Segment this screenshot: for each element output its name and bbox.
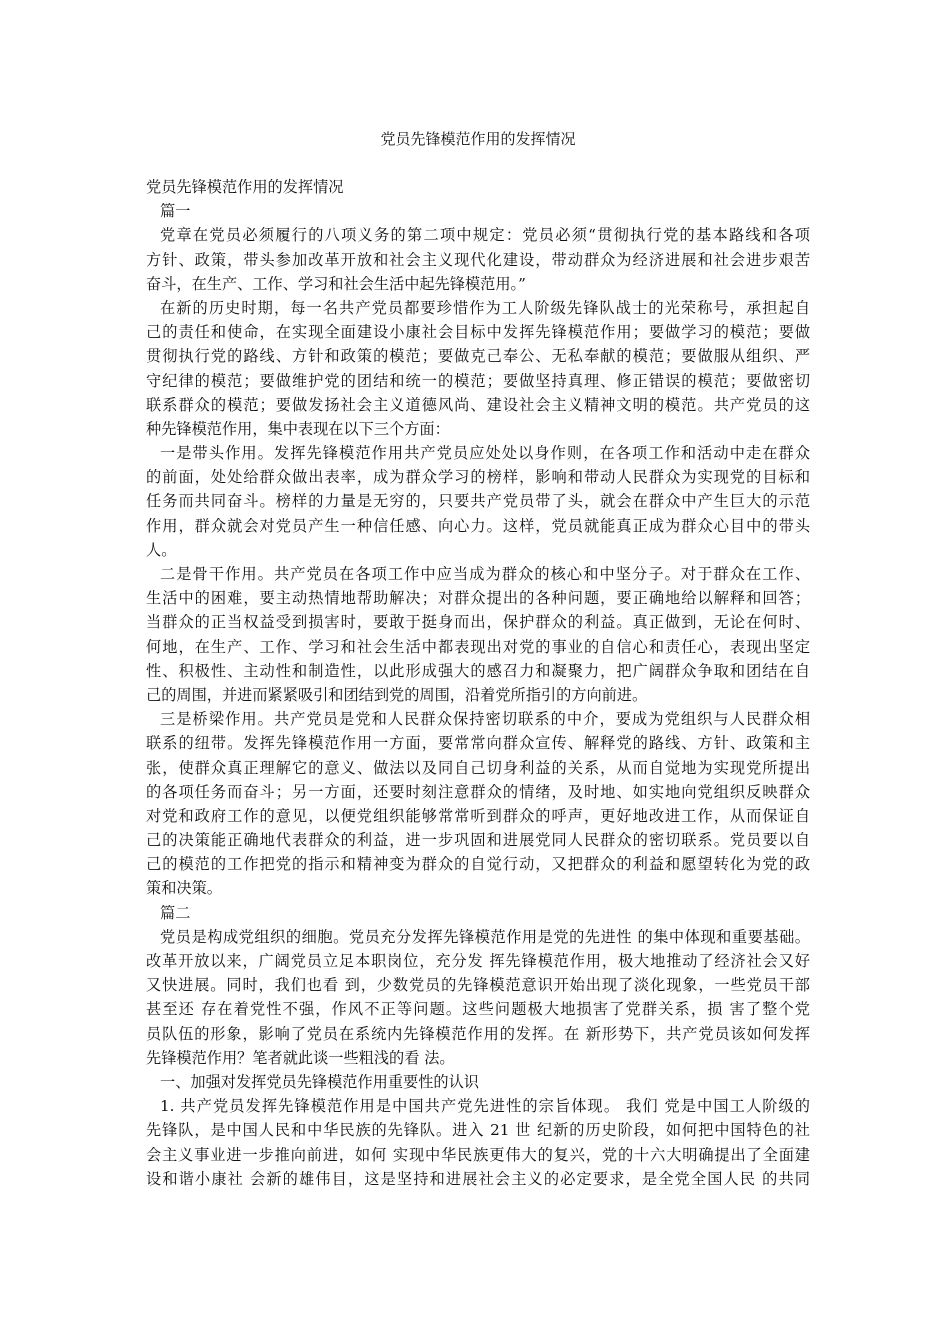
text-line: 对党和政府工作的意见，以便党组织能够常常听到群众的呼声，更好地改进工作，从而保证自: [146, 806, 810, 825]
text-line: 的各项任务而奋斗；另一方面，还要时刻注意群众的情绪，及时地、如实地向党组织反映群众: [146, 782, 810, 801]
text-line: 又快进展。同时，我们也看 到，少数党员的先锋模范意识开始出现了淡化现象，一些党员干部: [146, 976, 810, 995]
text-line: 性、积极性、主动性和制造性，以此形成强大的感召力和凝聚力，把广阔群众争取和团结在自: [146, 661, 810, 680]
text-line: 张，使群众真正理解它的意义、做法以及同自己切身利益的关系，从而自觉地为实现党所提出: [146, 758, 810, 777]
text-line: 种先锋模范作用，集中表现在以下三个方面：: [146, 419, 450, 438]
text-line: 当群众的正当权益受到损害时，要敢于挺身而出，保护群众的利益。真正做到，无论在何时、: [146, 613, 810, 632]
text-line: 改革开放以来，广阔党员立足本职岗位，充分发 挥先锋模范作用，极大地推动了经济社会又好: [146, 952, 810, 970]
text-line: 奋斗，在生产、工作、学习和社会生活中起先锋模范用。”: [146, 274, 526, 293]
text-line: 守纪律的模范；要做维护党的团结和统一的模范；要做坚持真理、修正错误的模范；要做密切: [146, 371, 810, 390]
text-line: 党员是构成党组织的细胞。党员充分发挥先锋模范作用是党的先进性 的集中体现和重要基础。: [160, 927, 810, 946]
text-line: 篇一: [160, 202, 191, 221]
text-line: 先锋队，是中国人民和中华民族的先锋队。进入 21 世 纪新的历史阶段，如何把中国特色的社: [146, 1121, 810, 1140]
text-line: 的前面，处处给群众做出表率，成为群众学习的榜样，影响和带动人民群众为实现党的目标和: [146, 468, 810, 487]
text-line: 己的决策能正确地代表群众的利益，进一步巩固和进展党同人民群众的密切联系。党员要以自: [146, 831, 810, 850]
text-line: 先锋模范作用？笔者就此谈一些粗浅的看 法。: [146, 1048, 455, 1067]
text-line: 1. 共产党员发挥先锋模范作用是中国共产党先进性的宗旨体现。 我们 党是中国工人阶级的: [160, 1097, 810, 1116]
text-line: 贯彻执行党的路线、方针和政策的模范；要做克己奉公、无私奉献的模范；要做服从组织、严: [146, 347, 810, 366]
document-body: [146, 175, 810, 1191]
text-line: 生活中的困难，要主动热情地帮助解决；对群众提出的各种问题，要正确地给以解释和回答；: [146, 589, 810, 608]
text-line: 在新的历史时期，每一名共产党员都要珍惜作为工人阶级先锋队战士的光荣称号，承担起自: [160, 298, 810, 317]
text-line: 二是骨干作用。共产党员在各项工作中应当成为群众的核心和中坚分子。对于群众在工作、: [160, 565, 810, 583]
text-line: 设和谐小康社 会新的雄伟目，这是坚持和进展社会主义的必定要求，是全党全国人民 的共同: [146, 1169, 810, 1188]
text-line: 会主义事业进一步推向前进，如何 实现中华民族更伟大的复兴，党的十六大明确提出了全面建: [146, 1145, 810, 1164]
text-line: 一、加强对发挥党员先锋模范作用重要性的认识: [160, 1072, 479, 1091]
text-line: 员队伍的形象，影响了党员在系统内先锋模范作用的发挥。在 新形势下，共产党员该如何发挥: [146, 1024, 810, 1043]
text-line: 三是桥梁作用。共产党员是党和人民群众保持密切联系的中介，要成为党组织与人民群众相: [160, 710, 810, 729]
text-line: 篇二: [160, 903, 191, 922]
text-line: 任务而共同奋斗。榜样的力量是无穷的，只要共产党员带了头，就会在群众中产生巨大的示范: [146, 492, 810, 511]
text-line: 一是带头作用。发挥先锋模范作用共产党员应处处以身作则，在各项工作和活动中走在群众: [160, 444, 810, 463]
text-line: 策和决策。: [146, 879, 222, 898]
text-line: 己的模范的工作把党的指示和精神变为群众的自觉行动，又把群众的利益和愿望转化为党的政: [146, 855, 810, 874]
text-line: 己的责任和使命，在实现全面建设小康社会目标中发挥先锋模范作用；要做学习的模范；要做: [146, 323, 810, 342]
text-line: 作用，群众就会对党员产生一种信任感、向心力。这样，党员就能真正成为群众心目中的带头: [146, 516, 810, 535]
text-line: 甚至还 存在着党性不强，作风不正等问题。这些问题极大地损害了党群关系，损 害了整个党: [146, 1000, 810, 1019]
text-line: 党章在党员必须履行的八项义务的第二项中规定：党员必须“贯彻执行党的基本路线和各项: [160, 226, 810, 245]
text-line: 人。: [146, 540, 177, 559]
text-line: 何地，在生产、工作、学习和社会生活中都表现出对党的事业的自信心和责任心，表现出坚定: [146, 637, 810, 656]
text-line: 联系的纽带。发挥先锋模范作用一方面，要常常向群众宣传、解释党的路线、方针、政策和主: [146, 734, 810, 753]
text-line: 党员先锋模范作用的发挥情况: [146, 178, 344, 196]
text-line: 联系群众的模范；要做发扬社会主义道德风尚、建设社会主义精神文明的模范。共产党员的这: [146, 395, 810, 414]
document-title: 党员先锋模范作用的发挥情况: [380, 130, 576, 148]
text-line: 己的周围，并进而紧紧吸引和团结到党的周围，沿着党所指引的方向前进。: [146, 685, 648, 704]
text-line: 方针、政策，带头参加改革开放和社会主义现代化建设，带动群众为经济进展和社会进步艰苦: [146, 250, 810, 269]
